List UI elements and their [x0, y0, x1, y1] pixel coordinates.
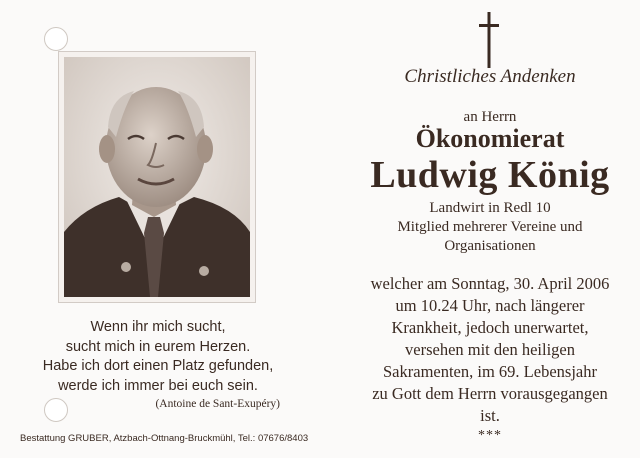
death-notice-line: welcher am Sonntag, 30. April 2006 — [370, 274, 610, 293]
memorial-quote — [20, 318, 296, 412]
death-notice-line: um 10.24 Uhr, nach längerer — [395, 296, 585, 315]
intro-text: an Herrn — [463, 109, 517, 125]
quote-line: Habe ich dort einen Platz gefunden, — [42, 358, 274, 374]
death-notice-line: ist. — [480, 406, 500, 425]
quote-attribution: (Antoine de Sant-Exupéry) — [155, 398, 280, 410]
funeral-home-footer: Bestattung GRUBER, Atzbach-Ottnang-Bruckmühl, Tel.: 07676/8403 — [20, 433, 309, 444]
description-line: Landwirt in Redl 10 — [429, 200, 551, 216]
quote-line: werde ich immer bei euch sein. — [58, 377, 258, 394]
honorific-title: Ökonomierat — [415, 124, 565, 153]
portrait-photo — [64, 57, 250, 297]
latin-cross-icon — [478, 12, 500, 68]
death-notice-line: Sakramenten, im 69. Lebensjahr — [383, 362, 597, 381]
quote-line: sucht mich in eurem Herzen. — [65, 338, 251, 355]
death-notice-line: zu Gott dem Herrn vorausgegangen — [372, 384, 608, 403]
description-line: Organisationen — [444, 238, 536, 254]
description-line: Mitglied mehrerer Vereine und — [397, 219, 583, 235]
punch-hole-top — [44, 27, 68, 51]
death-notice-line: versehen mit den heiligen — [405, 340, 575, 359]
death-notice — [340, 273, 640, 427]
death-notice-line: Krankheit, jedoch unerwartet, — [391, 318, 589, 337]
deceased-description — [340, 199, 640, 256]
deceased-name: Ludwig König — [370, 154, 610, 196]
portrait-illustration — [64, 57, 250, 297]
card-heading: Christliches Andenken — [404, 66, 576, 87]
photo-frame — [58, 51, 256, 303]
quote-line: Wenn ihr mich sucht, — [90, 319, 226, 335]
closing-mark: *** — [478, 428, 502, 443]
